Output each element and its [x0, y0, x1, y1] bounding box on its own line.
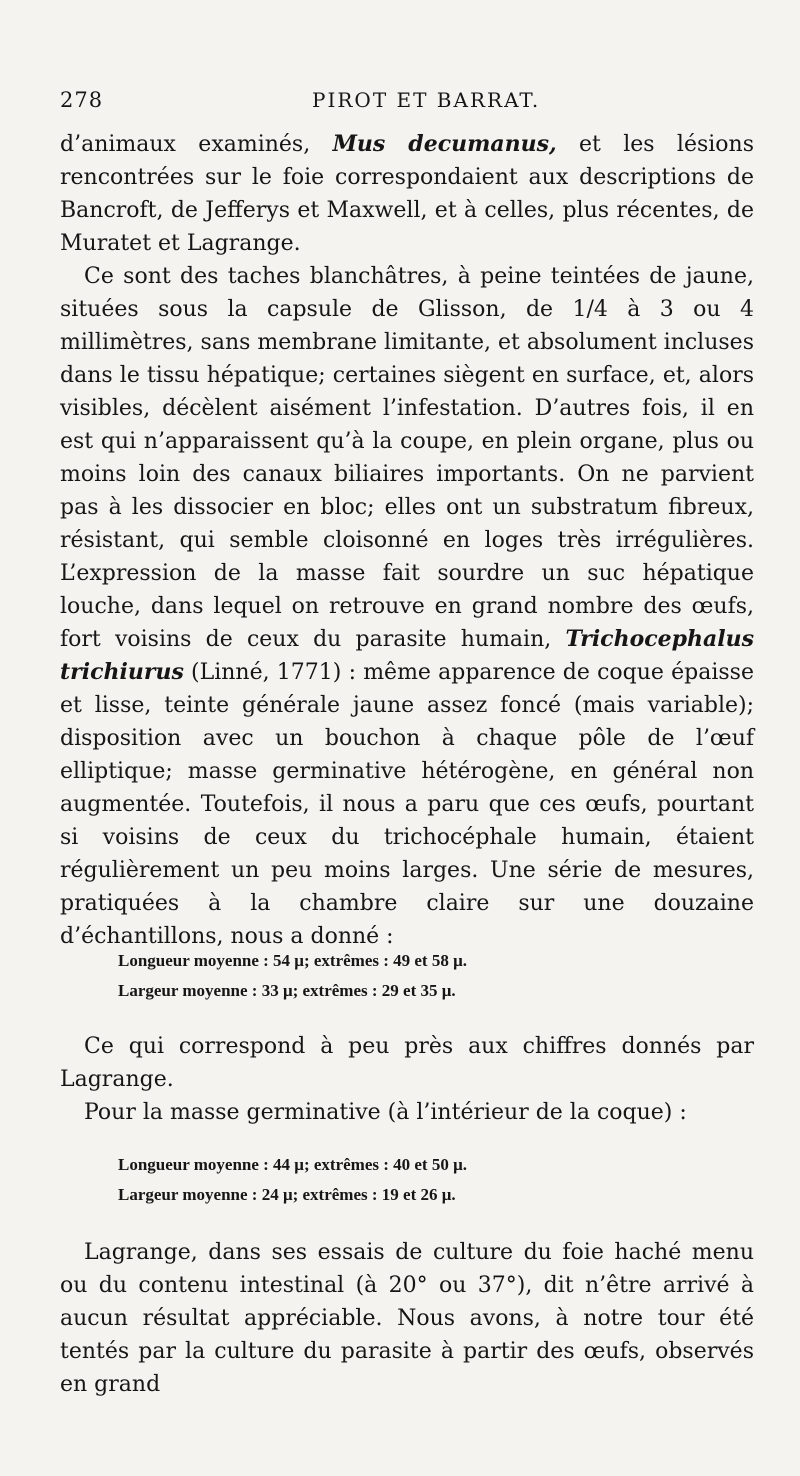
paragraph-5: Lagrange, dans ses essais de culture du foie haché menu ou du contenu intestinal (à 20° ou 37°), dit n’être arrivé à aucun résultat appréciable. Nous avons, à notre tour été tentés par la culture du parasite à partir des œufs, observés en grand — [60, 1240, 754, 1397]
measurements-eggs — [118, 946, 758, 1006]
paragraph-2-text-b: (Linné, 1771) : même apparence de coque épaisse et lisse, teinte générale jaune assez foncé (mais variable); disposition avec un bouchon à chaque pôle de l’œuf elliptique; masse germinative hétérogène, en général non augmentée. Toutefois, il nous a paru que ces œufs, pourtant si voisins de ceux du trichocéphale humain, étaient régulièrement un peu moins larges. Une série de mesures, pratiquées à la chambre claire sur une douzaine d’échantillons, nous a donné : — [60, 660, 754, 949]
measurements-germinative-mass — [118, 1150, 758, 1210]
paragraph-4: Pour la masse germinative (à l’intérieur de la coque) : — [84, 1100, 687, 1125]
text-block-3 — [60, 1236, 754, 1401]
measurement-length: Longueur moyenne : 44 μ; extrêmes : 40 et 50 μ. — [118, 1155, 467, 1174]
paragraph-1-text-a: d’animaux examinés, — [60, 132, 333, 157]
paragraph-1 — [60, 128, 754, 260]
running-head: PIROT ET BARRAT. — [312, 88, 541, 112]
page-number: 278 — [60, 88, 104, 112]
paragraph-3: Ce qui correspond à peu près aux chiffres donnés par Lagrange. — [60, 1034, 754, 1092]
paragraph-2 — [60, 260, 754, 953]
paragraph-2-text-a: Ce sont des taches blanchâtres, à peine teintées de jaune, situées sous la capsule de Glisson, de 1/4 à 3 ou 4 millimètres, sans membrane limitante, et absolument incluses dans le tissu hépatique; certaines siègent en surface, et, alors visibles, décèlent aisément l’infestation. D’autres fois, il en est qui n’apparaissent qu’à la coupe, en plein organe, plus ou moins loin des canaux biliaires importants. On ne parvient pas à les dissocier en bloc; elles ont un substratum fibreux, résistant, qui semble cloisonné en loges très irrégulières. L’expression de la masse fait sourdre un suc hépatique louche, dans lequel on retrouve en grand nombre des œufs, fort voisins de ceux du parasite humain, — [60, 264, 754, 652]
measurement-width: Largeur moyenne : 33 μ; extrêmes : 29 et 35 μ. — [118, 981, 456, 1000]
text-block-1 — [60, 128, 754, 953]
page-header — [60, 88, 752, 118]
measurement-width: Largeur moyenne : 24 μ; extrêmes : 19 et 26 μ. — [118, 1185, 456, 1204]
text-block-2 — [60, 1030, 754, 1129]
species-name: Trichocephalus trichiurus — [60, 626, 754, 685]
measurement-length: Longueur moyenne : 54 μ; extrêmes : 49 et 58 μ. — [118, 951, 467, 970]
species-name: Mus decumanus, — [332, 131, 557, 157]
paragraph-1-text-b: et les lésions rencontrées sur le foie correspondaient aux descriptions de Bancroft, de Jefferys et Maxwell, et à celles, plus récentes, de Muratet et Lagrange. — [60, 132, 754, 256]
